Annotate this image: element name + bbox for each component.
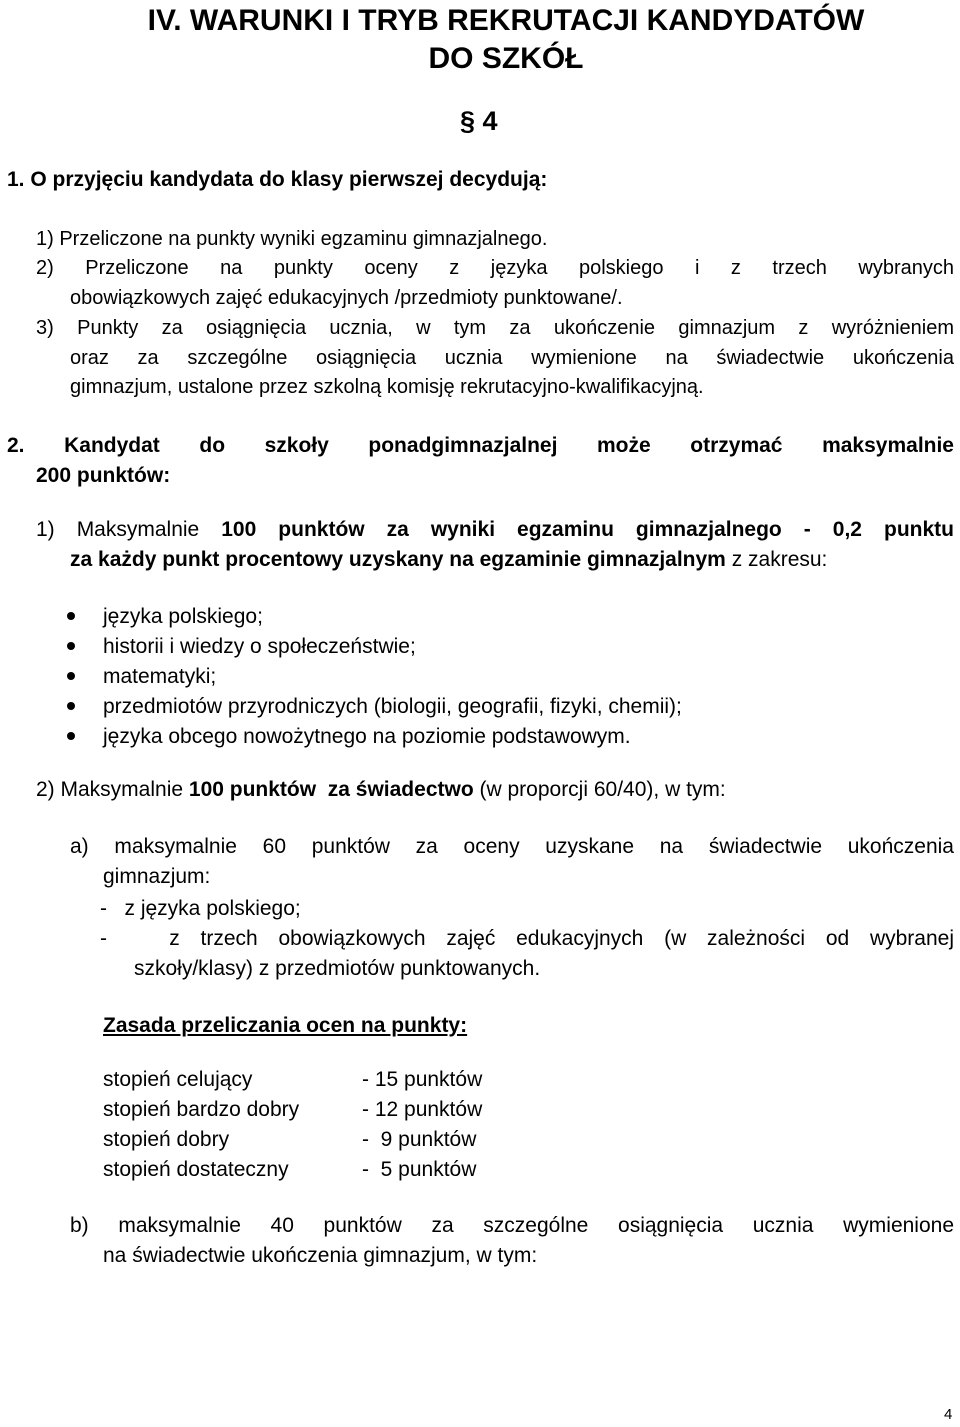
- part1-item-3-line-3: gimnazjum, ustalone przez szkolną komisję rekrutacyjno-kwalifikacyjną.: [70, 376, 704, 398]
- part1-item-2-line-1: 2) Przeliczone na punkty oceny z języka polskiego i z trzech wybranych: [36, 257, 954, 279]
- document-title-line-1: IV. WARUNKI I TRYB REKRUTACJI KANDYDATÓW: [147, 4, 865, 37]
- grade-points: - 5 punktów: [362, 1158, 477, 1181]
- grade-name: stopień dostateczny: [103, 1158, 289, 1181]
- section-number: § 4: [460, 106, 498, 136]
- sub-a-dash-1: - z języka polskiego;: [100, 897, 301, 920]
- grade-name: stopień celujący: [103, 1068, 253, 1091]
- bullet-icon: [67, 732, 75, 740]
- sub-a-line-2: gimnazjum:: [103, 865, 211, 888]
- conversion-rules-heading: Zasada przeliczania ocen na punkty:: [103, 1014, 468, 1037]
- grade-points: - 15 punktów: [362, 1068, 483, 1091]
- item1-bold-1: 100 punktów za wyniki egzaminu gimnazjalnego - 0,2 punktu: [221, 518, 954, 541]
- part2-item-1-line-1: [36, 515, 954, 545]
- item2-prefix: 2) Maksymalnie: [36, 778, 189, 801]
- grade-points: - 9 punktów: [362, 1128, 477, 1151]
- bullet-item-1: języka polskiego;: [103, 605, 263, 628]
- document-title-line-2: DO SZKÓŁ: [428, 42, 584, 75]
- sub-b-line-2: na świadectwie ukończenia gimnazjum, w tym:: [103, 1244, 538, 1267]
- part1-heading: 1. O przyjęciu kandydata do klasy pierwszej decydują:: [7, 168, 548, 191]
- sub-a-dash-2: - z trzech obowiązkowych zajęć edukacyjnych (w zależności od wybranej: [100, 927, 954, 950]
- part2-item-1-line-2: [70, 545, 954, 575]
- grade-name: stopień bardzo dobry: [103, 1098, 300, 1121]
- part2-heading-line-2: 200 punktów:: [36, 464, 171, 487]
- item1-suffix: z zakresu:: [725, 548, 828, 571]
- item1-prefix: 1) Maksymalnie: [36, 518, 222, 541]
- sub-b-line-1: b) maksymalnie 40 punktów za szczególne osiągnięcia ucznia wymienione: [70, 1214, 954, 1237]
- item2-suffix: (w proporcji 60/40), w tym:: [473, 778, 726, 801]
- item2-bold-2: za świadectwo: [327, 778, 474, 801]
- sub-a-line-1: a) maksymalnie 60 punktów za oceny uzyskane na świadectwie ukończenia: [70, 835, 954, 858]
- bullet-item-2: historii i wiedzy o społeczeństwie;: [103, 635, 416, 658]
- page-number: 4: [944, 1406, 953, 1423]
- bullet-icon: [67, 672, 75, 680]
- bullet-item-5: języka obcego nowożytnego na poziomie podstawowym.: [103, 725, 631, 748]
- part1-item-3-line-1: 3) Punkty za osiągnięcia ucznia, w tym za ukończenie gimnazjum z wyróżnieniem: [36, 317, 954, 339]
- item2-mid: [316, 778, 328, 801]
- sub-a-dash-2-cont: szkoły/klasy) z przedmiotów punktowanych.: [134, 957, 541, 980]
- part2-item-2: [36, 775, 954, 805]
- part1-item-2-line-2: obowiązkowych zajęć edukacyjnych /przedmioty punktowane/.: [70, 287, 623, 309]
- bullet-icon: [67, 702, 75, 710]
- bullet-icon: [67, 642, 75, 650]
- grade-name: stopień dobry: [103, 1128, 230, 1151]
- bullet-item-4: przedmiotów przyrodniczych (biologii, geografii, fizyki, chemii);: [103, 695, 682, 718]
- part2-heading-line-1: 2. Kandydat do szkoły ponadgimnazjalnej może otrzymać maksymalnie: [7, 434, 954, 457]
- part1-item-1: 1) Przeliczone na punkty wyniki egzaminu gimnazjalnego.: [36, 228, 548, 250]
- part1-item-3-line-2: oraz za szczególne osiągnięcia ucznia wymienione na świadectwie ukończenia: [70, 347, 954, 369]
- grade-points: - 12 punktów: [362, 1098, 483, 1121]
- item1-bold-2: za każdy punkt procentowy uzyskany na egzaminie gimnazjalnym: [70, 548, 726, 571]
- bullet-item-3: matematyki;: [103, 665, 217, 688]
- bullet-icon: [67, 612, 75, 620]
- item2-bold-1: 100 punktów: [188, 778, 317, 801]
